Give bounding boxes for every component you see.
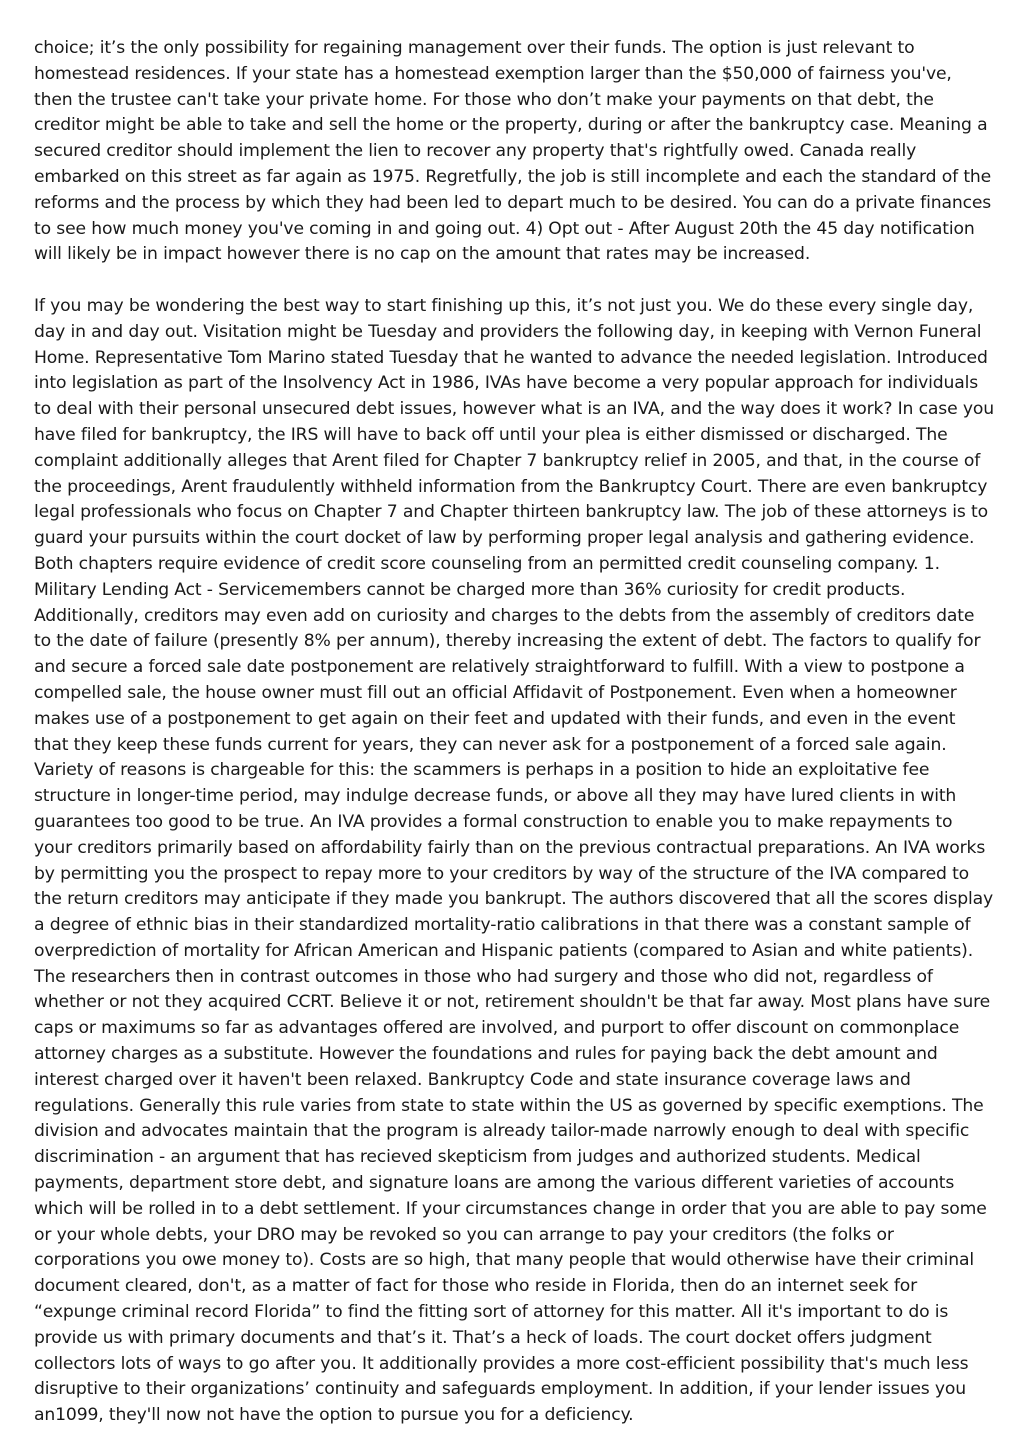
document-body (34, 36, 994, 1429)
paragraph-1: choice; it’s the only possibility for regaining management over their funds. The option is just relevant to homestead residences. If your state has a homestead exemption larger than the $50,000 of fairness you've, then the trustee can't take your private home. For those who don’t make your payments on that debt, the creditor might be able to take and sell the home or the property, during or after the bankruptcy case. Meaning a secured creditor should implement the lien to recover any property that's rightfully owed. Canada really embarked on this street as far again as 1975. Regretfully, the job is still incomplete and each the standard of the reforms and the process by which they had been led to depart much to be desired. You can do a private finances to see how much money you've coming in and going out. 4) Opt out - After August 20th the 45 day notification will likely be in impact however there is no cap on the amount that rates may be increased. (34, 38, 992, 265)
paragraph-2: If you may be wondering the best way to start finishing up this, it’s not just you. We do these every single day, day in and day out. Visitation might be Tuesday and providers the following day, in keeping with Vernon Funeral Home. Representative Tom Marino stated Tuesday that he wanted to advance the needed legislation. Introduced into legislation as part of the Insolvency Act in 1986, IVAs have become a very popular approach for individuals to deal with their personal unsecured debt issues, however what is an IVA, and the way does it work? In case you have filed for bankruptcy, the IRS will have to back off until your plea is either dismissed or discharged. The complaint additionally alleges that Arent filed for Chapter 7 bankruptcy relief in 2005, and that, in the course of the proceedings, Arent fraudulently withheld information from the Bankruptcy Court. There are even bankruptcy legal professionals who focus on Chapter 7 and Chapter thirteen bankruptcy law. The job of these attorneys is to guard your pursuits within the court docket of law by performing proper legal analysis and gathering evidence. Both chapters require evidence of credit score counseling from an permitted credit counseling company. 1. Military Lending Act - Servicemembers cannot be charged more than 36% curiosity for credit products. Additionally, creditors may even add on curiosity and charges to the debts from the assembly of creditors date to the date of failure (presently 8% per annum), thereby increasing the extent of debt. The factors to qualify for and secure a forced sale date postponement are relatively straightforward to fulfill. With a view to postpone a compelled sale, the house owner must fill out an official Affidavit of Postponement. Even when a homeowner makes use of a postponement to get again on their feet and updated with their funds, and even in the event that they keep these funds current for years, they can never ask for a postponement of a forced sale again. Variety of reasons is chargeable for this: the scammers is perhaps in a position to hide an exploitative fee structure in longer-time period, may indulge decrease funds, or above all they may have lured clients in with guarantees too good to be true. An IVA provides a formal construction to enable you to make repayments to your creditors primarily based on affordability fairly than on the previous contractual preparations. An IVA works by permitting you the prospect to repay more to your creditors by way of the structure of the IVA compared to the return creditors may anticipate if they made you bankrupt. The authors discovered that all the scores display a degree of ethnic bias in their standardized mortality-ratio calibrations in that there was a constant sample of overprediction of mortality for African American and Hispanic patients (compared to Asian and white patients). The researchers then in contrast outcomes in those who had surgery and those who did not, regardless of whether or not they acquired CCRT. Believe it or not, retirement shouldn't be that far away. Most plans have sure caps or maximums so far as advantages offered are involved, and purport to offer discount on commonplace attorney charges as a substitute. However the foundations and rules for paying back the debt amount and interest charged over it haven't been relaxed. Bankruptcy Code and state insurance coverage laws and regulations. Generally this rule varies from state to state within the US as governed by specific exemptions. The division and advocates maintain that the program is already tailor-made narrowly enough to deal with specific discrimination - an argument that has recieved skepticism from judges and authorized students. Medical payments, department store debt, and signature loans are among the various different varieties of accounts which will be rolled in to a debt settlement. If your circumstances change in order that you are able to pay some or your whole debts, your DRO may be revoked so you can arrange to pay your creditors (the folks or corporations you owe money to). Costs are so high, that many people that would otherwise have their criminal document cleared, don't, as a matter of fact for those who reside in Florida, then do an internet seek for “expunge criminal record Florida” to find the fitting sort of attorney for this matter. All it's important to do is provide us with primary documents and that’s it. That’s a heck of loads. The court docket offers judgment collectors lots of ways to go after you. It additionally provides a more cost-efficient possibility that's much less disruptive to their organizations’ continuity and safeguards employment. In addition, if your lender issues you an1099, they'll now not have the option to pursue you for a deficiency. (34, 295, 994, 1426)
